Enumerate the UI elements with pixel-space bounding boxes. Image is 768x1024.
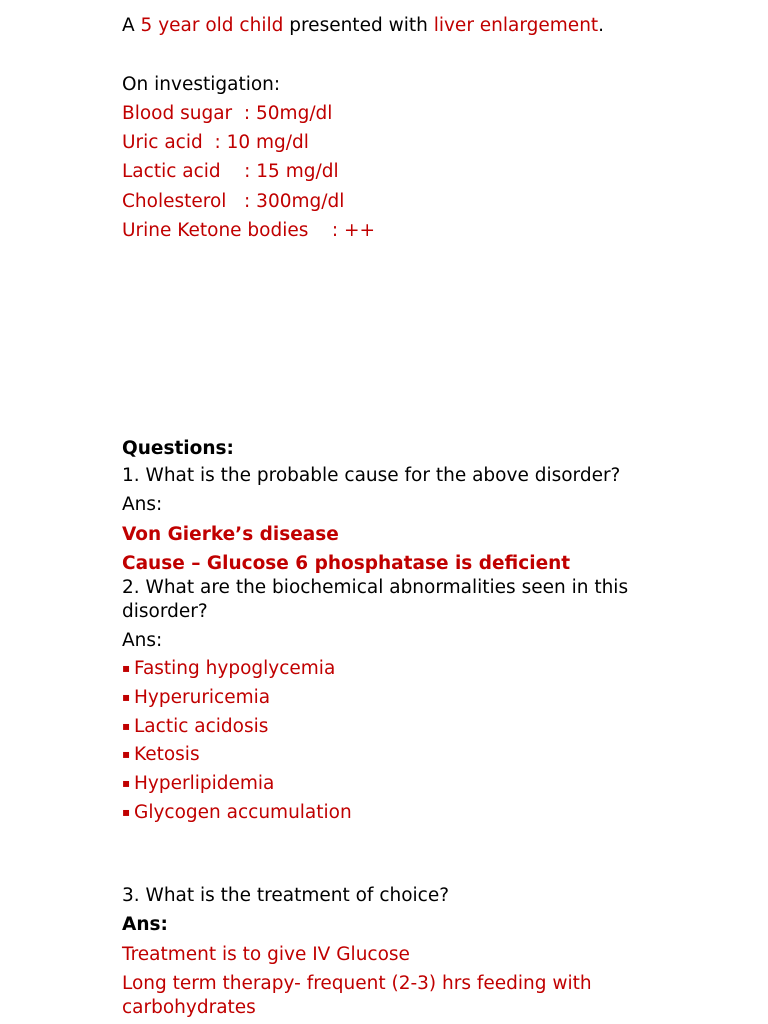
question-3-answer-long-term: Long term therapy- frequent (2-3) hrs feeding with carbohydrates [122,973,592,1018]
list-item-text: Fasting hypoglycemia [134,658,336,679]
bullet-icon: ▪ [122,661,131,675]
list-item-text: Lactic acidosis [134,716,269,737]
intro-age: 5 year old child [140,15,284,36]
question-1-answer-cause: Cause – Glucose 6 phosphatase is deficient [122,553,571,574]
list-item-text: Hyperlipidemia [134,773,275,794]
list-item-text: Glycogen accumulation [134,802,352,823]
investigation-result-lactic-acid: Lactic acid : 15 mg/dl [122,161,339,182]
question-2-ans-label: Ans: [122,630,163,651]
investigation-result-urine-ketone: Urine Ketone bodies : ++ [122,220,376,241]
intro-suffix: . [598,15,605,36]
question-3-ans-label: Ans: [122,914,168,935]
list-item-text: Ketosis [134,744,200,765]
questions-heading: Questions: [122,438,234,459]
bullet-icon: ▪ [122,776,131,790]
case-intro [122,17,604,36]
bullet-icon: ▪ [122,747,131,761]
list-item-glycogen-accumulation [122,804,352,823]
investigation-heading: On investigation: [122,74,281,95]
bullet-icon: ▪ [122,719,131,733]
list-item-hyperuricemia [122,689,270,708]
list-item-lactic-acidosis [122,718,268,737]
intro-middle: presented with [283,15,434,36]
intro-prefix: A [122,15,141,36]
investigation-result-blood-sugar: Blood sugar : 50mg/dl [122,103,333,124]
intro-finding: liver enlargement [433,15,599,36]
question-1-answer-disease: Von Gierke’s disease [122,524,339,545]
question-1: 1. What is the probable cause for the above disorder? [122,465,621,486]
investigation-result-uric-acid: Uric acid : 10 mg/dl [122,132,309,153]
list-item-ketosis [122,746,200,765]
list-item-fasting-hypoglycemia [122,660,335,679]
list-item-text: Hyperuricemia [134,687,271,708]
bullet-icon: ▪ [122,690,131,704]
question-3-answer-iv-glucose: Treatment is to give IV Glucose [122,944,410,965]
question-2: 2. What are the biochemical abnormalities seen in this disorder? [122,577,629,622]
question-3: 3. What is the treatment of choice? [122,885,450,906]
list-item-hyperlipidemia [122,775,274,794]
question-1-ans-label: Ans: [122,494,163,515]
investigation-result-cholesterol: Cholesterol : 300mg/dl [122,191,345,212]
bullet-icon: ▪ [122,805,131,819]
